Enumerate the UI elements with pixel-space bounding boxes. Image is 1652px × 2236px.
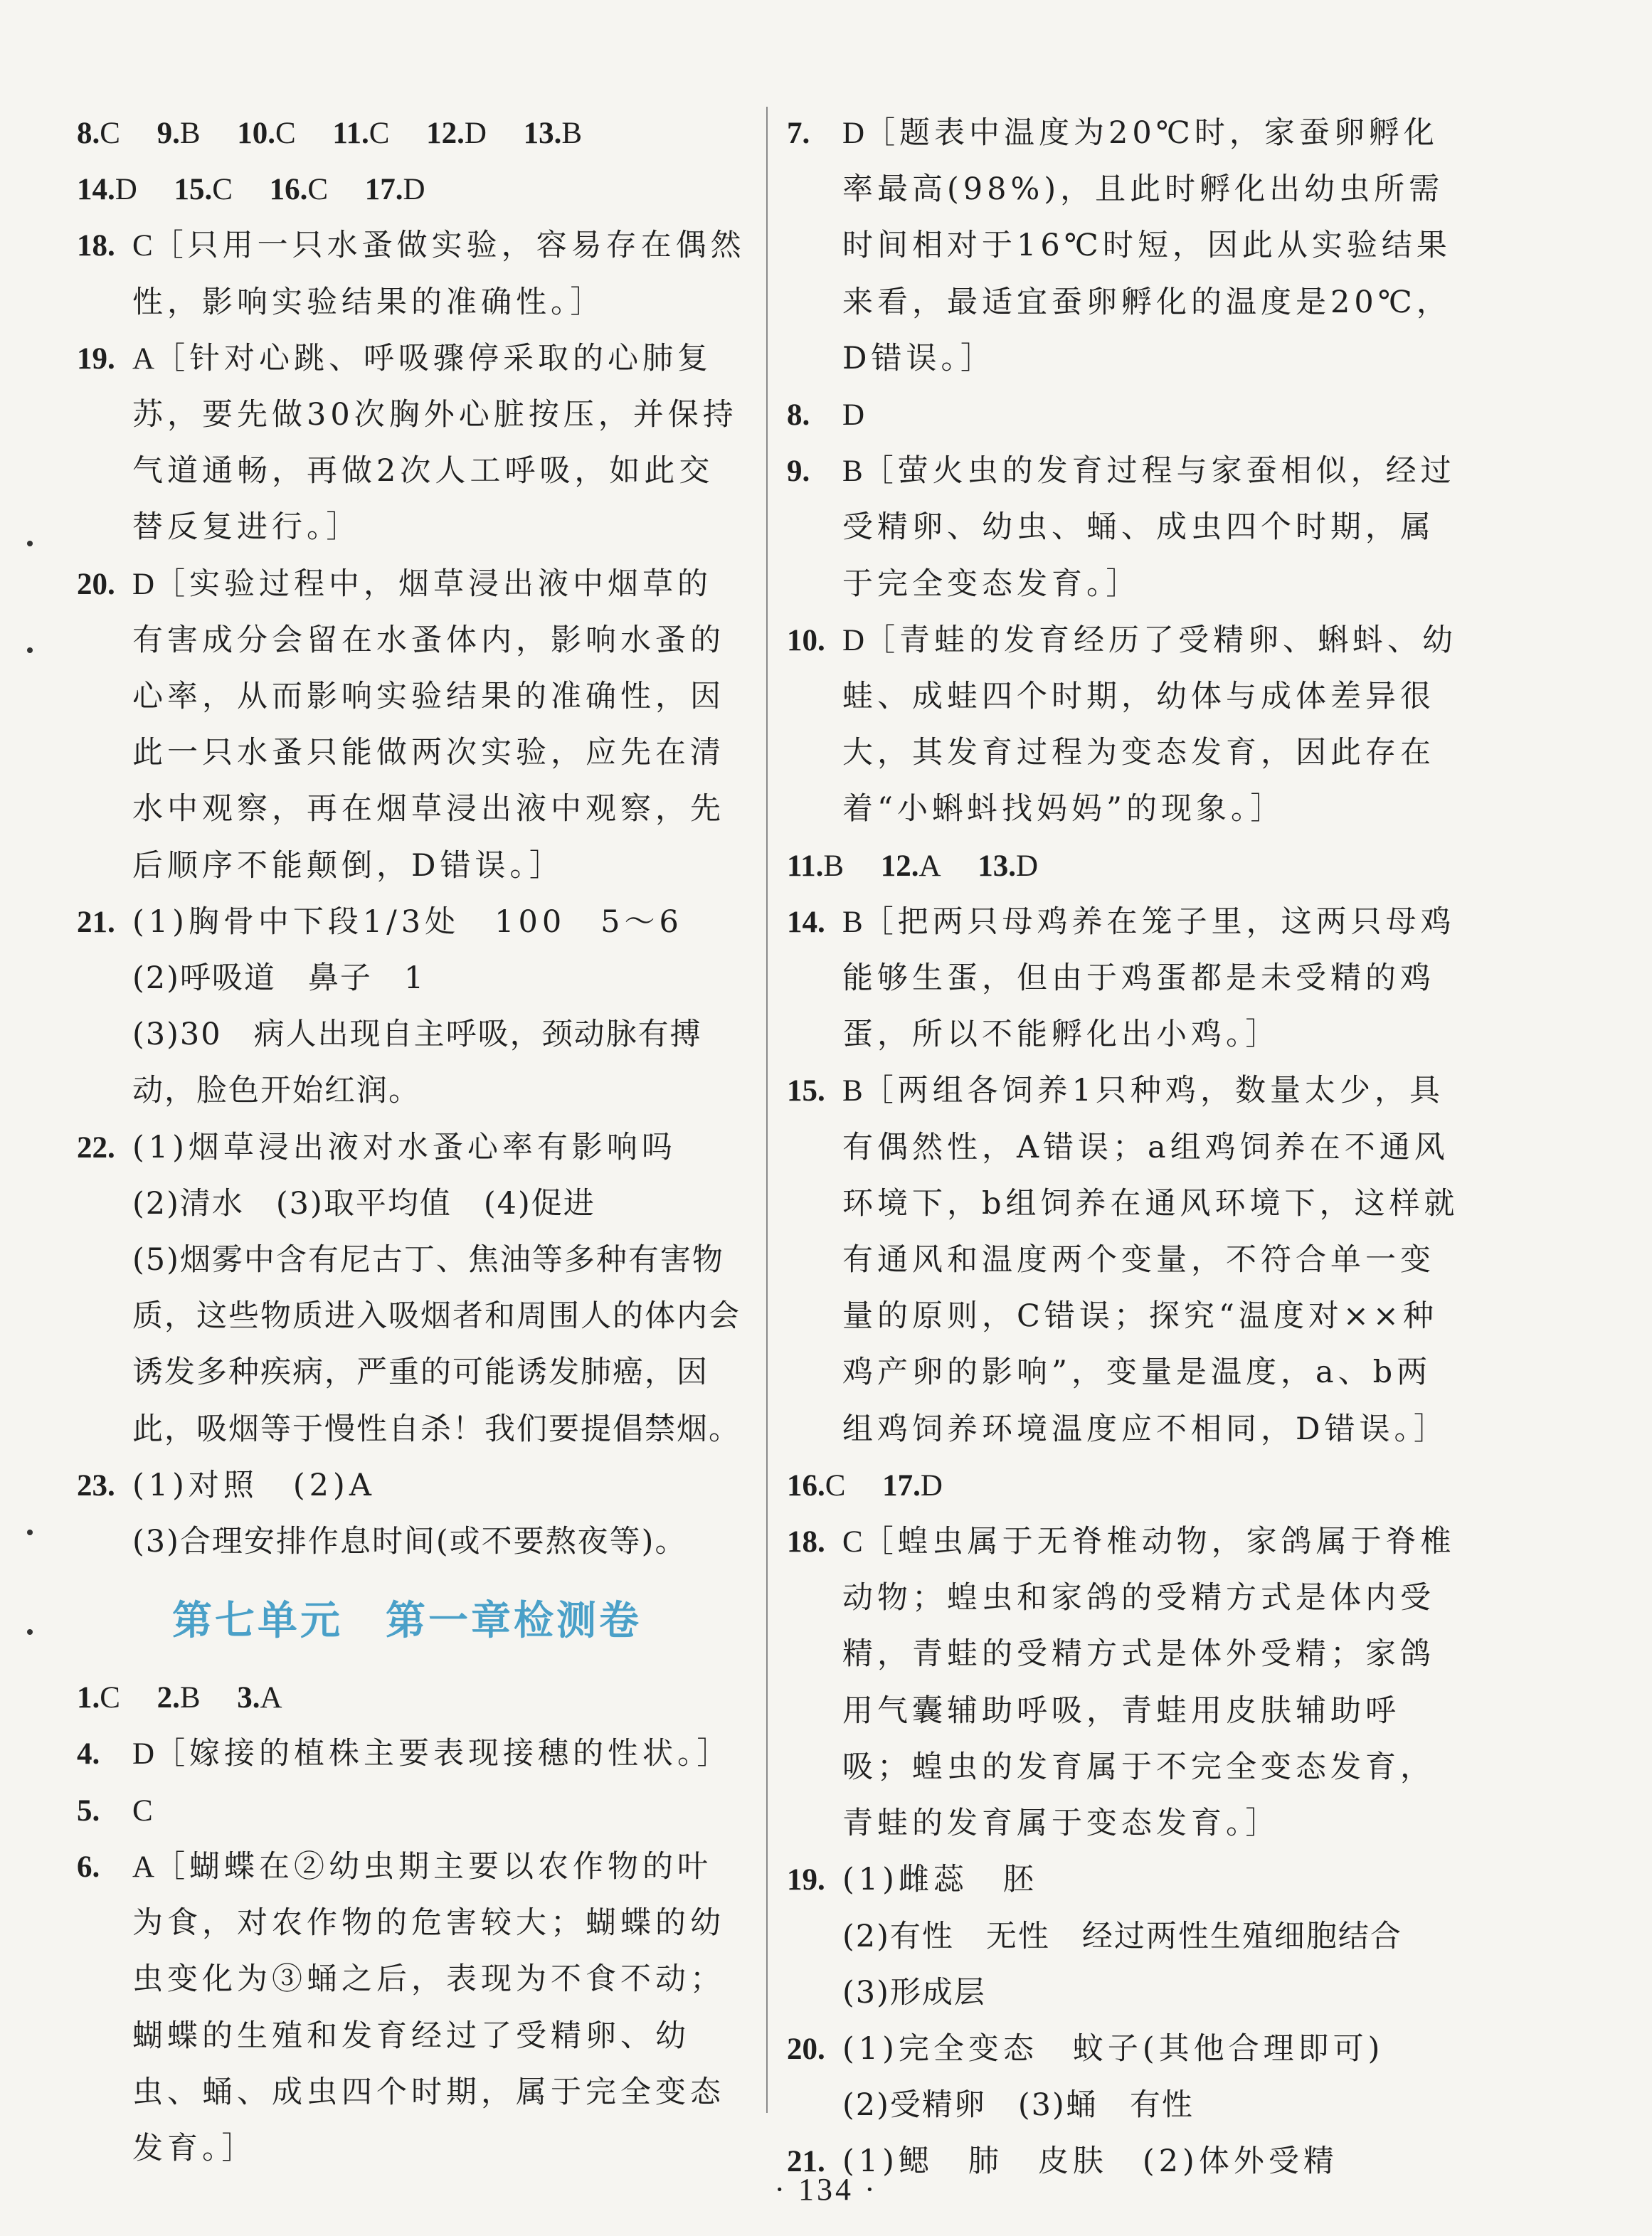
answer-pair: 15.C [174, 173, 233, 207]
answer-item-18: 18. C［只用一只水蚤做实验，容易存在偶然性，影响实验结果的准确性。］ [77, 228, 746, 320]
answer-pair: 12.A [880, 849, 941, 883]
answer-pair: 13.B [523, 117, 582, 150]
margin-dot [27, 1530, 33, 1535]
answer-pair: 9.B [157, 117, 201, 150]
left-column [77, 105, 746, 2177]
answer-item-20: 20. (1)完全变态 蚊子(其他合理即可) [787, 2030, 1384, 2067]
answer-item-7: 7. D［题表中温度为20℃时，家蚕卵孵化率最高(98%)，且此时孵化出幼虫所需时间相对于16℃时短，因此从实验结果来看，最适宜蚕卵孵化的温度是20℃，D错误。］ [787, 115, 1451, 376]
answer-item-19: 19. (1)雌蕊 胚 [787, 1862, 1038, 1898]
answer-pair: 12.D [426, 117, 487, 150]
answer-row [787, 838, 1463, 894]
answer-item-20: 20. D［实验过程中，烟草浸出液中烟草的有害成分会留在水蚤体内，影响水蚤的心率，从而影响实验结果的准确性，因此一只水蚤只能做两次实验，应先在清水中观察，再在烟草浸出液中观察，先后顺序不能颠倒，D错误。］ [77, 566, 725, 884]
answer-row [77, 105, 746, 161]
answer-pair: 2.B [157, 1681, 201, 1715]
right-column [787, 105, 1463, 2190]
answer-row [787, 1458, 1463, 1514]
answer-item-9: 9. B［萤火虫的发育过程与家蚕相似，经过受精卵、幼虫、蛹、成虫四个时期，属于完全变态发育。］ [787, 453, 1456, 602]
answer-pair: 16.C [269, 173, 329, 207]
answer-pair: 10.C [237, 117, 296, 150]
answer-subline: (2)有性 无性 经过两性生殖细胞结合 [842, 1918, 1402, 1954]
answer-item-8: 8. D [787, 398, 865, 433]
answer-row [77, 1670, 746, 1726]
answer-item-21: 21. (1)鳃 肺 皮肤 (2)体外受精 [787, 2144, 1338, 2180]
answer-pair: 1.C [77, 1681, 120, 1715]
answer-subline: (3)形成层 [842, 1974, 986, 2010]
column-divider [766, 107, 768, 2113]
answer-subline: (2)清水 (3)取平均值 (4)促进 [132, 1185, 595, 1222]
answer-pair: 3.A [237, 1681, 282, 1715]
answer-subline: (2)呼吸道 鼻子 1 [132, 960, 425, 997]
margin-dot [27, 647, 33, 653]
answer-item-23: 23. (1)对照 (2)A [77, 1467, 376, 1503]
section-title: 第七单元 第一章检测卷 [172, 1598, 642, 1645]
answer-item-4: 4. D［嫁接的植株主要表现接穗的性状。］ [77, 1736, 732, 1772]
answer-item-5: 5. C [77, 1793, 153, 1828]
answer-item-15: 15. B［两组各饲养1只种鸡，数量太少，具有偶然性，A错误；a组鸡饲养在不通风环境下，b组饲养在通风环境下，这样就有通风和温度两个变量，不符合单一变量的原则，C错误；探究“温度对××种鸡产卵的影响”，变量是温度，a、b两组鸡饲养环境温度应不相同，D错误。］ [787, 1073, 1459, 1447]
answer-pair: 14.D [77, 173, 137, 207]
answer-item-22: 22. (1)烟草浸出液对水蚤心率有影响吗 [77, 1129, 677, 1165]
answer-item-19: 19. A［针对心跳、呼吸骤停采取的心肺复苏，要先做30次胸外心脏按压，并保持气道通畅，再做2次人工呼吸，如此交替反复进行。］ [77, 340, 738, 546]
page-number: · 134 · [774, 2172, 878, 2207]
answer-subline: (5)烟雾中含有尼古丁、焦油等多种有害物质，这些物质进入吸烟者和周围人的体内会诱发多种疾病，严重的可能诱发肺癌，因此，吸烟等于慢性自杀！我们要提倡禁烟。 [132, 1242, 741, 1447]
answer-item-14: 14. B［把两只母鸡养在笼子里，这两只母鸡能够生蛋，但由于鸡蛋都是未受精的鸡蛋，所以不能孵化出小鸡。］ [787, 904, 1456, 1053]
margin-dot [27, 1629, 33, 1635]
answer-row [77, 161, 746, 218]
answer-subline: (3)合理安排作息时间(或不要熬夜等)。 [132, 1524, 687, 1560]
answer-item-10: 10. D［青蛙的发育经历了受精卵、蝌蚪、幼蛙、成蛙四个时期，幼体与成体差异很大，其发育过程为变态发育，因此存在着“小蝌蚪找妈妈”的现象。］ [787, 622, 1458, 827]
answer-pair: 16.C [787, 1468, 846, 1503]
answer-pair: 8.C [77, 117, 120, 150]
answer-pair: 13.D [978, 849, 1039, 883]
answer-pair: 11.C [332, 117, 390, 150]
answer-subline: (3)30 病人出现自主呼吸，颈动脉有搏动，脸色开始红润。 [132, 1017, 702, 1109]
answer-item-21: 21. (1)胸骨中下段1/3处 100 5～6 [77, 904, 683, 940]
answer-item-6: 6. A［蝴蝶在②幼虫期主要以农作物的叶为食，对农作物的危害较大；蝴蝶的幼虫变化为③蛹之后，表现为不食不动；蝴蝶的生殖和发育经过了受精卵、幼虫、蛹、成虫四个时期，属于完全变态发育。］ [77, 1848, 725, 2166]
answer-pair: 17.D [882, 1468, 943, 1503]
answer-pair: 11.B [787, 849, 844, 883]
answer-pair: 17.D [364, 173, 425, 207]
answer-subline: (2)受精卵 (3)蛹 有性 [842, 2087, 1194, 2124]
margin-dot [27, 541, 33, 546]
answer-item-18: 18. C［蝗虫属于无脊椎动物，家鸽属于脊椎动物；蝗虫和家鸽的受精方式是体内受精，青蛙的受精方式是体外受精；家鸽用气囊辅助呼吸，青蛙用皮肤辅助呼吸；蝗虫的发育属于不完全变态发育，青蛙的发育属于变态发育。］ [787, 1524, 1456, 1842]
